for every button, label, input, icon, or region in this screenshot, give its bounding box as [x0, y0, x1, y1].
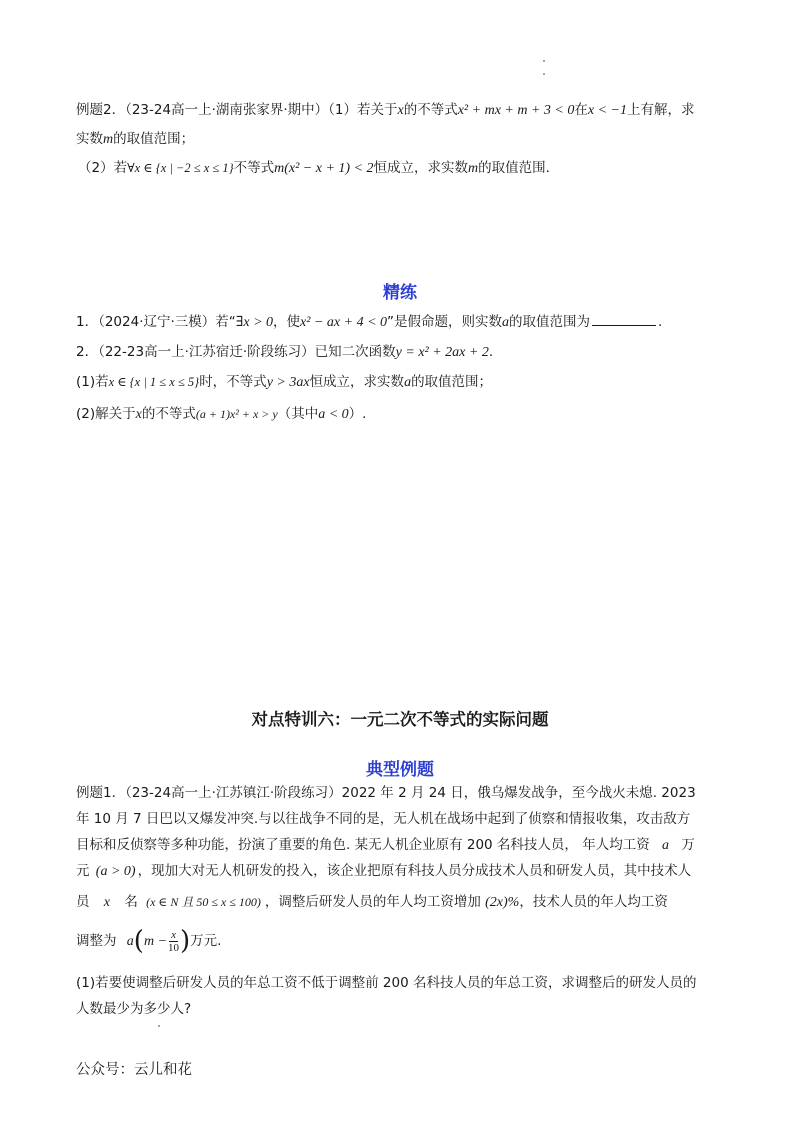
text: 2．（22-23高一上·江苏宿迁·阶段练习）已知二次函数 [76, 344, 396, 360]
practice-heading: 精练 [383, 283, 417, 303]
var-x: x [103, 895, 111, 910]
text: 万元. [190, 933, 222, 949]
text: 不等式 [233, 160, 275, 176]
var-m: m [103, 132, 114, 147]
text: 的取值范围； [411, 374, 493, 390]
var-a: a [662, 838, 670, 853]
text: （其中 [277, 406, 319, 422]
example1-line4 [76, 858, 691, 885]
text: 上有解，求 [626, 102, 695, 118]
text: 万 [681, 837, 695, 853]
condition-1: x < −1 [587, 103, 627, 118]
example2-line1 [76, 98, 694, 119]
paren-open: ( [133, 926, 144, 956]
text: 的不等式 [403, 102, 458, 118]
percent-increase: (2x)% [485, 895, 520, 910]
text: 元 [76, 863, 90, 879]
speck-top-1 [543, 60, 545, 62]
inequality-2: m(x² − x + 1) < 2 [274, 161, 374, 176]
fraction-denominator: 10 [168, 941, 180, 954]
footer-account: 公众号：云儿和花 [76, 1062, 192, 1078]
text: (1)若 [76, 374, 109, 390]
example1-line2: 年 10 月 7 日巴以又爆发冲突.与以往战争不同的是，无人机在战场中起到了侦察和情报收集，攻击敌方 [76, 811, 691, 827]
text: 1．（2024·辽宁·三模）若“ [76, 314, 236, 330]
var-x: x [397, 103, 404, 118]
text: 的不等式 [141, 406, 196, 422]
text: . [658, 314, 663, 330]
var-a: a [502, 315, 510, 330]
example1-q1-line1: (1)若要使调整后研发人员的年总工资不低于调整前 200 名科技人员的年总工资，求调整后的研发人员的 [76, 975, 697, 991]
exists-clause: ∃x > 0 [235, 315, 274, 330]
text: ，技术人员的年人均工资 [519, 894, 668, 910]
example2-line2 [76, 127, 194, 148]
text: 的取值范围. [478, 160, 550, 176]
quadratic-function: y = x² + 2ax + 2 [395, 345, 489, 360]
text: ，调整后研发人员的年人均工资增加 [264, 894, 481, 910]
practice-q1 [76, 310, 662, 331]
fraction-numerator: x [171, 928, 176, 941]
a-positive: (a > 0) [95, 864, 136, 879]
var-m: m [468, 161, 479, 176]
inequality-5: (a + 1)x² + x > y [195, 407, 278, 421]
set-condition: x ∈ {x | 1 ≤ x ≤ 5} [108, 375, 200, 389]
text: 恒成立，求实数 [373, 160, 469, 176]
text: 的取值范围； [113, 131, 195, 147]
example1-line6 [76, 926, 221, 957]
text: ”是假命题，则实数 [387, 314, 503, 330]
example2-label: 例题2．（23-24高一上·湖南张家界·期中）（1）若关于 [76, 102, 398, 118]
section-title: 对点特训六：一元二次不等式的实际问题 [251, 710, 549, 729]
answer-blank [592, 313, 656, 326]
example1-line3 [76, 832, 695, 859]
practice-q2-part2 [76, 402, 366, 423]
speck-bottom [158, 1025, 160, 1027]
text: 实数 [76, 131, 103, 147]
text: (2)解关于 [76, 406, 136, 422]
example2-line3 [78, 156, 550, 177]
text: ，使 [273, 314, 301, 330]
practice-q2-part1 [76, 370, 492, 391]
text: 名 [124, 894, 138, 910]
text: 的取值范围为 [509, 314, 591, 330]
typical-examples-heading: 典型例题 [366, 760, 434, 780]
text: ）. [348, 406, 367, 422]
inequality-1: x² + mx + m + 3 < 0 [457, 103, 575, 118]
example1-line1: 例题1．（23-24高一上·江苏镇江·阶段练习）2022 年 2 月 24 日，俄乌爆发战争，至今战火未熄. 2023 [76, 785, 696, 801]
var-a: a [404, 375, 412, 390]
var-a: a [126, 934, 134, 949]
paren-close: ) [180, 926, 191, 956]
text: 目标和反侦察等多种功能，扮演了重要的角色. 某无人机企业原有 200 名科技人员， 年人均工资 [76, 837, 650, 853]
fraction-x-over-10 [168, 929, 179, 954]
text: ，现加大对无人机研发的投入，该企业把原有科技人员分成技术人员和研发人员，其中技术人 [137, 863, 692, 879]
inequality-4: y > 3ax [266, 375, 310, 390]
forall-set: ∀x ∈ {x | −2 ≤ x ≤ 1} [127, 161, 234, 175]
text: 时，不等式 [199, 374, 267, 390]
practice-q2 [76, 340, 493, 361]
text: （2）若 [78, 160, 128, 176]
text: 恒成立，求实数 [309, 374, 405, 390]
inequality-3: x² − ax + 4 < 0 [300, 315, 388, 330]
text: . [488, 344, 494, 360]
text: 在 [574, 102, 588, 118]
text: 调整为 [76, 933, 117, 949]
example1-line5 [76, 889, 668, 916]
example1-q1-line2: 人数最少为多少人? [76, 1001, 192, 1017]
m-minus: m − [143, 934, 168, 949]
x-condition: (x ∈ N 且 50 ≤ x ≤ 100) [146, 895, 261, 909]
speck-top-2 [543, 73, 545, 75]
text: 员 [76, 894, 90, 910]
condition-a: a < 0 [318, 407, 349, 422]
var-x: x [135, 407, 142, 422]
